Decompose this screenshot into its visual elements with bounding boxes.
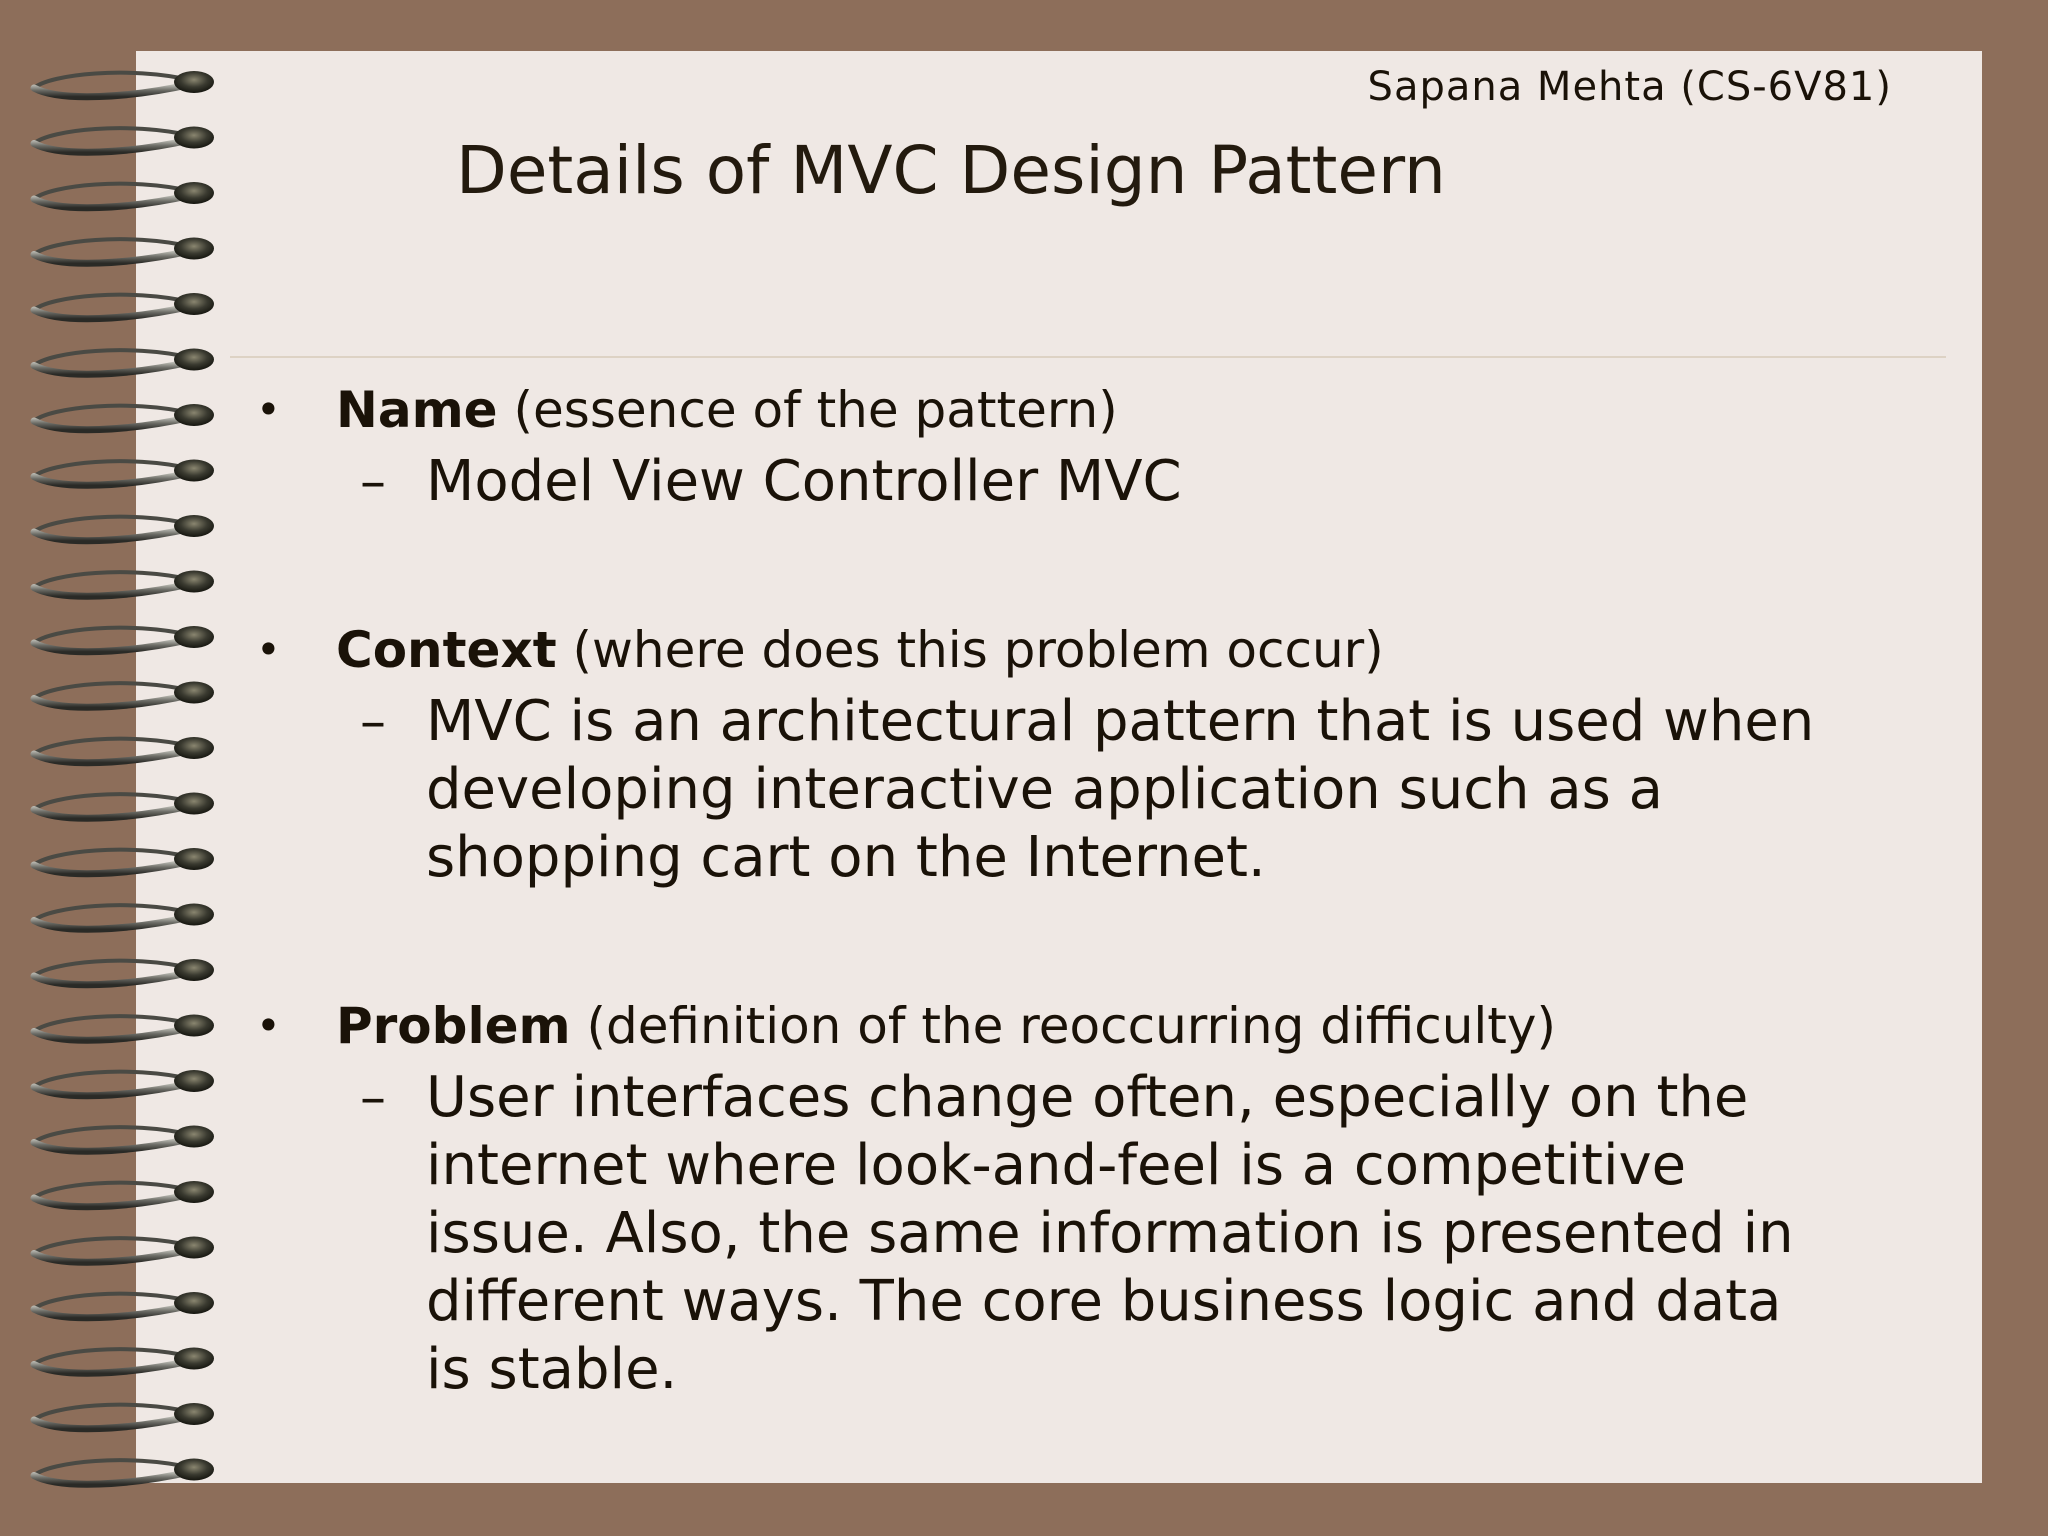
bullet-heading: [256, 378, 1836, 442]
spiral-coil: [34, 349, 214, 375]
dash-icon: –: [360, 692, 386, 752]
sub-bullet-text: Model View Controller MVC: [426, 449, 1182, 514]
spiral-coil: [34, 1181, 214, 1207]
spiral-coil: [34, 1348, 214, 1374]
spiral-coil: [34, 626, 214, 652]
spiral-coil: [34, 293, 214, 319]
spiral-coil: [34, 1126, 214, 1152]
spiral-coil: [34, 904, 214, 930]
spiral-coil: [34, 1403, 214, 1429]
spiral-coil: [34, 182, 214, 208]
bullet-context: [256, 618, 1836, 892]
sub-bullet: [256, 1064, 1836, 1404]
bullet-note: (definition of the reoccurring difficulty): [586, 997, 1556, 1055]
page-title: Details of MVC Design Pattern: [456, 132, 1446, 209]
bullet-note: (where does this problem occur): [572, 621, 1384, 679]
bullet-heading: [256, 618, 1836, 682]
spiral-coil: [34, 71, 214, 97]
spiral-binding-icon: [0, 0, 240, 1536]
spiral-coil: [34, 1015, 214, 1041]
spiral-coil: [34, 737, 214, 763]
spiral-coil: [34, 571, 214, 597]
spiral-coil: [34, 127, 214, 153]
sub-bullet: [256, 688, 1836, 892]
title-divider: [230, 356, 1946, 358]
spiral-coil: [34, 848, 214, 874]
spiral-coil: [34, 793, 214, 819]
spiral-coil: [34, 515, 214, 541]
spiral-coil: [34, 1292, 214, 1318]
bullet-dot-icon: •: [256, 1001, 281, 1050]
dash-icon: –: [360, 1068, 386, 1128]
bullet-term: Problem: [336, 997, 571, 1055]
spiral-coil: [34, 682, 214, 708]
spiral-coil: [34, 238, 214, 264]
spiral-coil: [34, 1070, 214, 1096]
bullet-term: Name: [336, 381, 498, 439]
sub-bullet: [256, 448, 1836, 516]
spiral-coil: [34, 404, 214, 430]
bullet-dot-icon: •: [256, 385, 281, 434]
bullet-problem: [256, 994, 1836, 1404]
bullet-note: (essence of the pattern): [513, 381, 1118, 439]
sub-bullet-text: User interfaces change often, especially on the internet where look-and-feel is a competitive issue. Also, the same information is presented in different ways. The core business logic and data is stable.: [426, 1065, 1794, 1402]
spiral-coil: [34, 959, 214, 985]
spiral-coil: [34, 1237, 214, 1263]
bullet-heading: [256, 994, 1836, 1058]
spiral-coil: [34, 460, 214, 486]
bullet-term: Context: [336, 621, 557, 679]
dash-icon: –: [360, 452, 386, 512]
sub-bullet-text: MVC is an architectural pattern that is used when developing interactive application such as a shopping cart on the Internet.: [426, 689, 1815, 890]
bullet-dot-icon: •: [256, 625, 281, 674]
author-label: Sapana Mehta (CS-6V81): [1367, 64, 1892, 110]
bullet-name: [256, 378, 1836, 516]
spiral-coil: [34, 1459, 214, 1485]
